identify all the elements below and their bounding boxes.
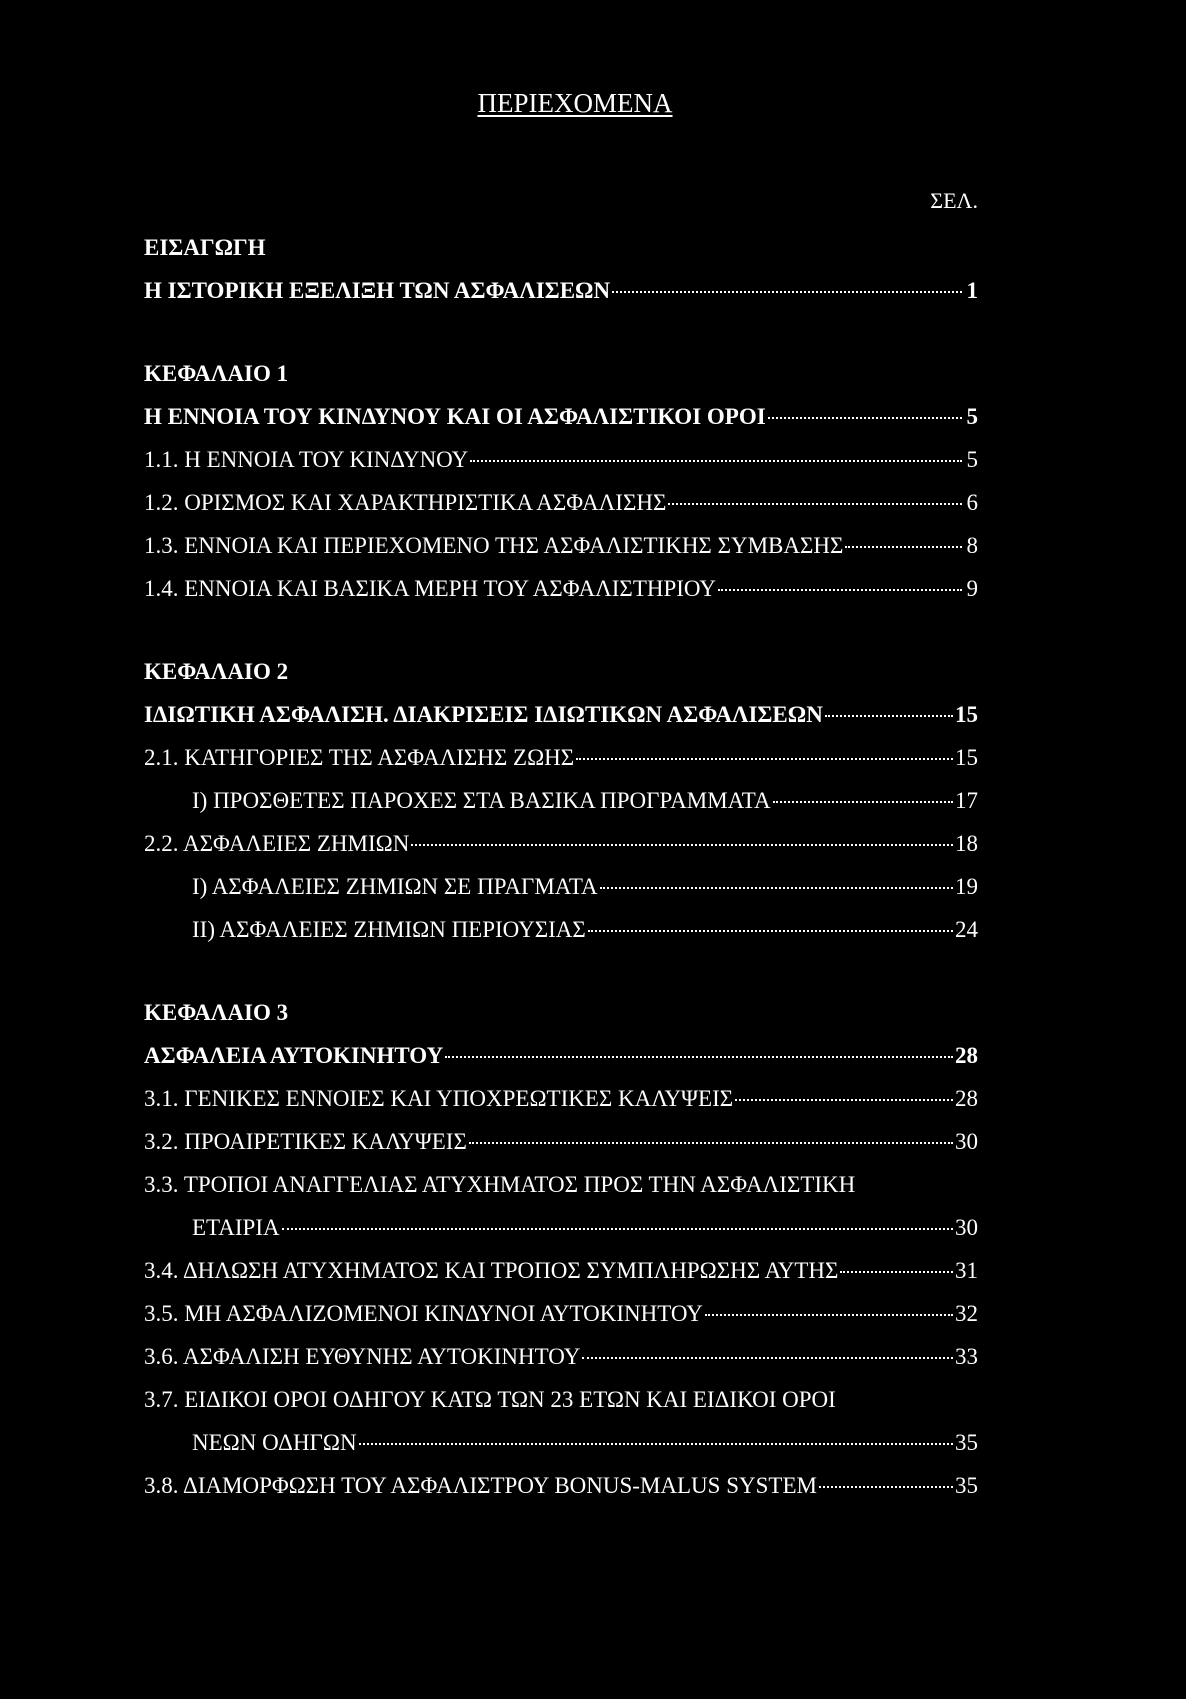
toc-entry-label: Η ΙΣΤΟΡΙΚΗ ΕΞΕΛΙΞΗ ΤΩΝ ΑΣΦΑΛΙΣΕΩΝ bbox=[144, 278, 611, 303]
toc-entry[interactable] bbox=[144, 1464, 978, 1507]
toc-heading-label: ΚΕΦΑΛΑΙΟ 2 bbox=[144, 659, 289, 684]
toc-entry[interactable] bbox=[144, 1292, 978, 1335]
dot-leader bbox=[612, 291, 962, 293]
toc-entry-page: 5 bbox=[966, 404, 978, 429]
toc-entry[interactable] bbox=[144, 822, 978, 865]
toc-entry-continuation[interactable] bbox=[144, 1421, 978, 1464]
toc-entry-page: 28 bbox=[955, 1043, 978, 1068]
toc-heading bbox=[144, 991, 978, 1034]
dot-leader bbox=[845, 546, 962, 548]
dot-leader bbox=[819, 1486, 953, 1488]
toc-entry-page: 30 bbox=[955, 1215, 978, 1240]
toc-heading bbox=[144, 650, 978, 693]
dot-leader bbox=[773, 801, 953, 803]
toc-entry[interactable] bbox=[144, 736, 978, 779]
toc-entry-label: 1.2. ΟΡΙΣΜΟΣ ΚΑΙ ΧΑΡΑΚΤΗΡΙΣΤΙΚΑ ΑΣΦΑΛΙΣΗΣ bbox=[144, 490, 667, 515]
toc-entry[interactable] bbox=[144, 438, 978, 481]
dot-leader bbox=[282, 1228, 953, 1230]
page-title: ΠΕΡΙΕΧΟΜΕΝΑ bbox=[477, 88, 673, 118]
toc-entry[interactable] bbox=[144, 395, 978, 438]
toc-entry[interactable] bbox=[144, 1163, 978, 1206]
toc-heading-label: ΕΙΣΑΓΩΓΗ bbox=[144, 235, 266, 260]
toc-entry[interactable] bbox=[144, 865, 978, 908]
toc-entry[interactable] bbox=[144, 524, 978, 567]
dot-leader bbox=[411, 844, 953, 846]
toc-entry-page: 15 bbox=[955, 745, 978, 770]
toc-entry[interactable] bbox=[144, 481, 978, 524]
dot-leader bbox=[600, 887, 953, 889]
toc-entry-page: 30 bbox=[955, 1129, 978, 1154]
toc-entry-label: 2.2. ΑΣΦΑΛΕΙΕΣ ΖΗΜΙΩΝ bbox=[144, 831, 410, 856]
dot-leader bbox=[668, 503, 962, 505]
toc-heading-label: ΚΕΦΑΛΑΙΟ 3 bbox=[144, 1000, 289, 1025]
toc-entry-page: 31 bbox=[955, 1258, 978, 1283]
toc-entry-label: ΙΙ) ΑΣΦΑΛΕΙΕΣ ΖΗΜΙΩΝ ΠΕΡΙΟΥΣΙΑΣ bbox=[192, 917, 586, 942]
toc-entry-page: 17 bbox=[955, 788, 978, 813]
toc-entry-page: 35 bbox=[955, 1430, 978, 1455]
page-column-label: ΣΕΛ. bbox=[930, 188, 978, 213]
toc-entry-label: 1.4. ΕΝΝΟΙΑ ΚΑΙ ΒΑΣΙΚΑ ΜΕΡΗ ΤΟΥ ΑΣΦΑΛΙΣΤΗΡΙΟΥ bbox=[144, 576, 717, 601]
dot-leader bbox=[576, 758, 953, 760]
toc-entry-label: 3.4. ΔΗΛΩΣΗ ΑΤΥΧΗΜΑΤΟΣ ΚΑΙ ΤΡΟΠΟΣ ΣΥΜΠΛΗΡΩΣΗΣ ΑΥΤΗΣ bbox=[144, 1258, 839, 1283]
toc-entry[interactable] bbox=[144, 779, 978, 822]
toc-entry-label: 1.1. Η ΕΝΝΟΙΑ ΤΟΥ ΚΙΝΔΥΝΟΥ bbox=[144, 447, 469, 472]
toc-entry-page: 33 bbox=[955, 1344, 978, 1369]
toc-entry-page: 32 bbox=[955, 1301, 978, 1326]
toc-entry-page: 15 bbox=[955, 702, 978, 727]
toc-entry-label: 2.1. ΚΑΤΗΓΟΡΙΕΣ ΤΗΣ ΑΣΦΑΛΙΣΗΣ ΖΩΗΣ bbox=[144, 745, 575, 770]
toc-entry[interactable] bbox=[144, 908, 978, 951]
toc-entry-page: 19 bbox=[955, 874, 978, 899]
dot-leader bbox=[359, 1443, 953, 1445]
toc-entry-label: ΙΔΙΩΤΙΚΗ ΑΣΦΑΛΙΣΗ. ΔΙΑΚΡΙΣΕΙΣ ΙΔΙΩΤΙΚΩΝ ΑΣΦΑΛΙΣΕΩΝ bbox=[144, 702, 823, 727]
toc-entry[interactable] bbox=[144, 1249, 978, 1292]
toc-entry-page: 35 bbox=[955, 1473, 978, 1498]
toc-entry-label: ΑΣΦΑΛΕΙΑ ΑΥΤΟΚΙΝΗΤΟΥ bbox=[144, 1043, 444, 1068]
dot-leader bbox=[469, 1142, 953, 1144]
dot-leader bbox=[582, 1357, 953, 1359]
toc-entry-label: ΝΕΩΝ ΟΔΗΓΩΝ bbox=[192, 1430, 357, 1455]
toc-entry-page: 8 bbox=[966, 533, 978, 558]
toc-entry-continuation[interactable] bbox=[144, 1206, 978, 1249]
dot-leader bbox=[825, 715, 953, 717]
toc-entry-label: Η ΕΝΝΟΙΑ ΤΟΥ ΚΙΝΔΥΝΟΥ ΚΑΙ ΟΙ ΑΣΦΑΛΙΣΤΙΚΟΙ ΟΡΟΙ bbox=[144, 404, 766, 429]
toc-entry-label: 3.8. ΔΙΑΜΟΡΦΩΣΗ ΤΟΥ ΑΣΦΑΛΙΣΤΡΟΥ BONUS-MALUS SYSTEM bbox=[144, 1473, 817, 1498]
toc-heading bbox=[144, 352, 978, 395]
toc-entry-page: 18 bbox=[955, 831, 978, 856]
toc-entry-page: 9 bbox=[966, 576, 978, 601]
dot-leader bbox=[735, 1099, 953, 1101]
dot-leader bbox=[445, 1056, 953, 1058]
toc-entry[interactable] bbox=[144, 1077, 978, 1120]
toc-entry-label: 3.1. ΓΕΝΙΚΕΣ ΕΝΝΟΙΕΣ ΚΑΙ ΥΠΟΧΡΕΩΤΙΚΕΣ ΚΑΛΥΨΕΙΣ bbox=[144, 1086, 734, 1111]
toc-entry[interactable] bbox=[144, 1335, 978, 1378]
toc-entry-page: 1 bbox=[966, 278, 978, 303]
toc-entry-label: ΕΤΑΙΡΙΑ bbox=[192, 1215, 280, 1240]
dot-leader bbox=[718, 589, 962, 591]
dot-leader bbox=[470, 460, 962, 462]
toc-heading-label: ΚΕΦΑΛΑΙΟ 1 bbox=[144, 361, 289, 386]
toc-entry-page: 6 bbox=[966, 490, 978, 515]
toc-entry-label: Ι) ΑΣΦΑΛΕΙΕΣ ΖΗΜΙΩΝ ΣΕ ΠΡΑΓΜΑΤΑ bbox=[192, 874, 598, 899]
dot-leader bbox=[705, 1314, 953, 1316]
dot-leader bbox=[768, 417, 962, 419]
toc-entry-label: 3.3. ΤΡΟΠΟΙ ΑΝΑΓΓΕΛΙΑΣ ΑΤΥΧΗΜΑΤΟΣ ΠΡΟΣ ΤΗΝ ΑΣΦΑΛΙΣΤΙΚΗ bbox=[144, 1172, 856, 1197]
toc-entry-page: 24 bbox=[955, 917, 978, 942]
toc-entry[interactable] bbox=[144, 1378, 978, 1421]
toc-entry[interactable] bbox=[144, 1120, 978, 1163]
toc-entry[interactable] bbox=[144, 269, 978, 312]
toc-entry-label: 3.5. ΜΗ ΑΣΦΑΛΙΖΟΜΕΝΟΙ ΚΙΝΔΥΝΟΙ ΑΥΤΟΚΙΝΗΤΟΥ bbox=[144, 1301, 703, 1326]
toc-entry-label: Ι) ΠΡΟΣΘΕΤΕΣ ΠΑΡΟΧΕΣ ΣΤΑ ΒΑΣΙΚΑ ΠΡΟΓΡΑΜΜΑΤΑ bbox=[192, 788, 771, 813]
table-of-contents bbox=[144, 226, 978, 1507]
toc-entry-page: 5 bbox=[966, 447, 978, 472]
toc-entry-label: 3.6. ΑΣΦΑΛΙΣΗ ΕΥΘΥΝΗΣ ΑΥΤΟΚΙΝΗΤΟΥ bbox=[144, 1344, 581, 1369]
dot-leader bbox=[588, 930, 953, 932]
toc-entry-page: 28 bbox=[955, 1086, 978, 1111]
toc-entry[interactable] bbox=[144, 567, 978, 610]
toc-entry-label: 3.7. ΕΙΔΙΚΟΙ ΟΡΟΙ ΟΔΗΓΟΥ ΚΑΤΩ ΤΩΝ 23 ΕΤΩΝ ΚΑΙ ΕΙΔΙΚΟΙ ΟΡΟΙ bbox=[144, 1387, 836, 1412]
toc-entry[interactable] bbox=[144, 1034, 978, 1077]
dot-leader bbox=[840, 1271, 953, 1273]
toc-entry-label: 1.3. ΕΝΝΟΙΑ ΚΑΙ ΠΕΡΙΕΧΟΜΕΝΟ ΤΗΣ ΑΣΦΑΛΙΣΤΙΚΗΣ ΣΥΜΒΑΣΗΣ bbox=[144, 533, 844, 558]
toc-entry[interactable] bbox=[144, 693, 978, 736]
toc-entry-label: 3.2. ΠΡΟΑΙΡΕΤΙΚΕΣ ΚΑΛΥΨΕΙΣ bbox=[144, 1129, 467, 1154]
toc-heading bbox=[144, 226, 978, 269]
